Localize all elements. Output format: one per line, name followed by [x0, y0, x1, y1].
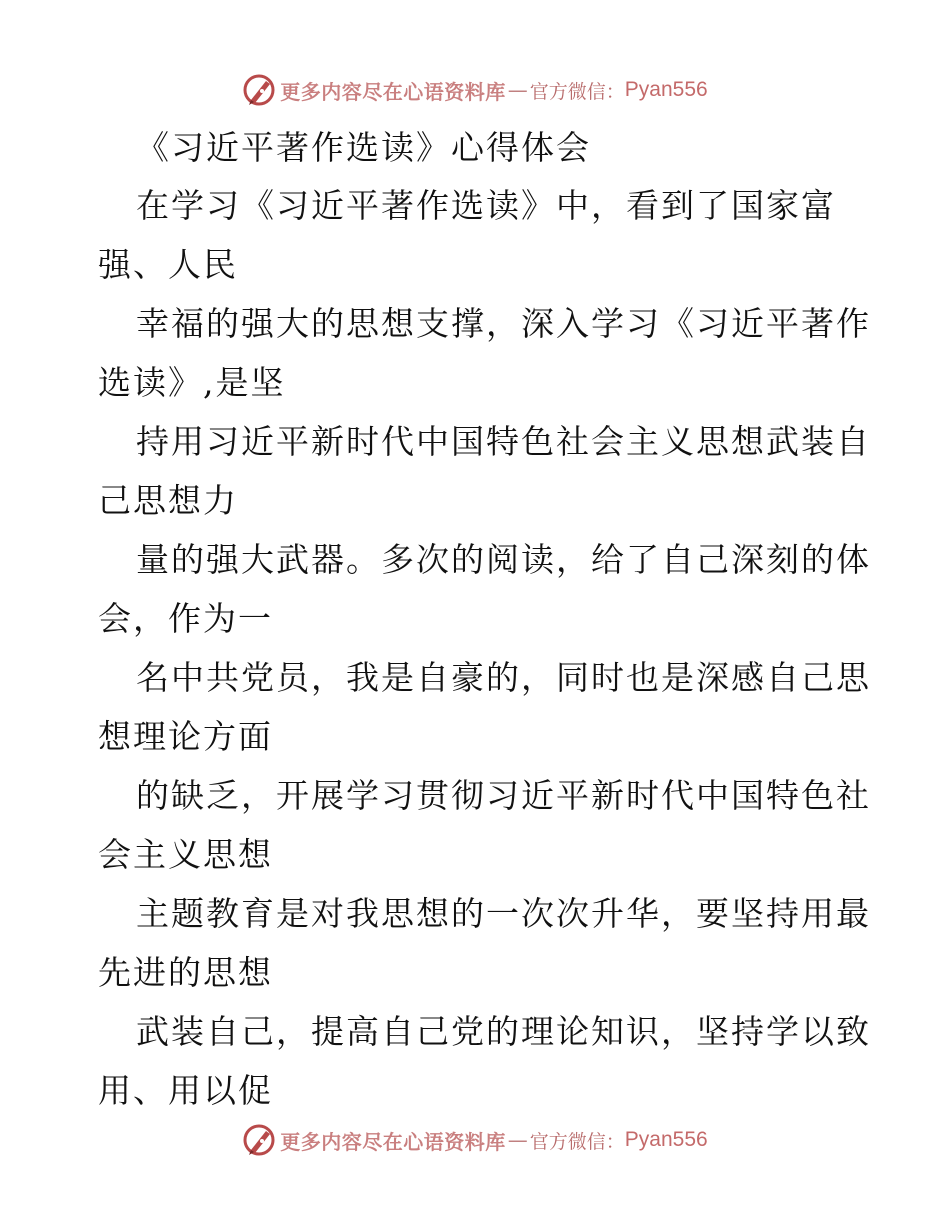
paragraph-line: 的缺乏，开展学习贯彻习近平新时代中国特色社	[136, 776, 871, 815]
banner-separator: —	[507, 78, 528, 102]
pen-logo-icon	[242, 1123, 276, 1157]
document-title: 《习近平著作选读》心得体会	[136, 128, 591, 167]
paragraph-line: 名中共党员，我是自豪的，同时也是深感自己思	[136, 658, 871, 697]
paragraph	[98, 1002, 871, 1120]
paragraph-line-continued: 己思想力	[98, 481, 238, 520]
paragraph-line: 幸福的强大的思想支撑，深入学习《习近平著作	[136, 304, 871, 343]
paragraph	[98, 412, 871, 530]
paragraph	[98, 530, 871, 648]
banner-wechat-label: 官方微信：	[529, 1130, 625, 1153]
paragraph	[98, 176, 868, 294]
banner-wechat-id: Pyan556	[624, 78, 708, 101]
banner-title: 更多内容尽在心语资料库	[280, 79, 506, 104]
paragraph	[98, 766, 871, 884]
footer-banner	[0, 1120, 950, 1160]
pen-logo-icon	[242, 73, 276, 107]
paragraph-line-continued: 想理论方面	[98, 717, 273, 756]
header-banner	[0, 70, 950, 110]
paragraph	[98, 648, 871, 766]
banner-title: 更多内容尽在心语资料库	[280, 1129, 506, 1154]
paragraph-line-continued: 会，作为一	[98, 599, 273, 638]
paragraph-line: 武装自己，提高自己党的理论知识，坚持学以致	[136, 1012, 871, 1051]
paragraph-line: 持用习近平新时代中国特色社会主义思想武装自	[136, 422, 871, 461]
banner-wechat-label: 官方微信：	[529, 80, 625, 103]
paragraph-line-continued: 用、用以促	[98, 1071, 273, 1110]
banner-wechat-id: Pyan556	[624, 1128, 708, 1151]
paragraph-line-continued: 先进的思想	[98, 953, 273, 992]
paragraph-line: 量的强大武器。多次的阅读，给了自己深刻的体	[136, 540, 871, 579]
paragraph-line-continued: 会主义思想	[98, 835, 273, 874]
banner-separator: —	[507, 1128, 528, 1152]
paragraph	[98, 294, 871, 412]
paragraph	[98, 884, 871, 1002]
document-body	[98, 120, 871, 1120]
paragraph-line-continued: 选读》,是坚	[98, 363, 286, 402]
paragraph-line-continued: 强、人民	[98, 245, 238, 284]
paragraph-line: 主题教育是对我思想的一次次升华，要坚持用最	[136, 894, 871, 933]
paragraph-line: 在学习《习近平著作选读》中，看到了国家富	[136, 186, 836, 225]
